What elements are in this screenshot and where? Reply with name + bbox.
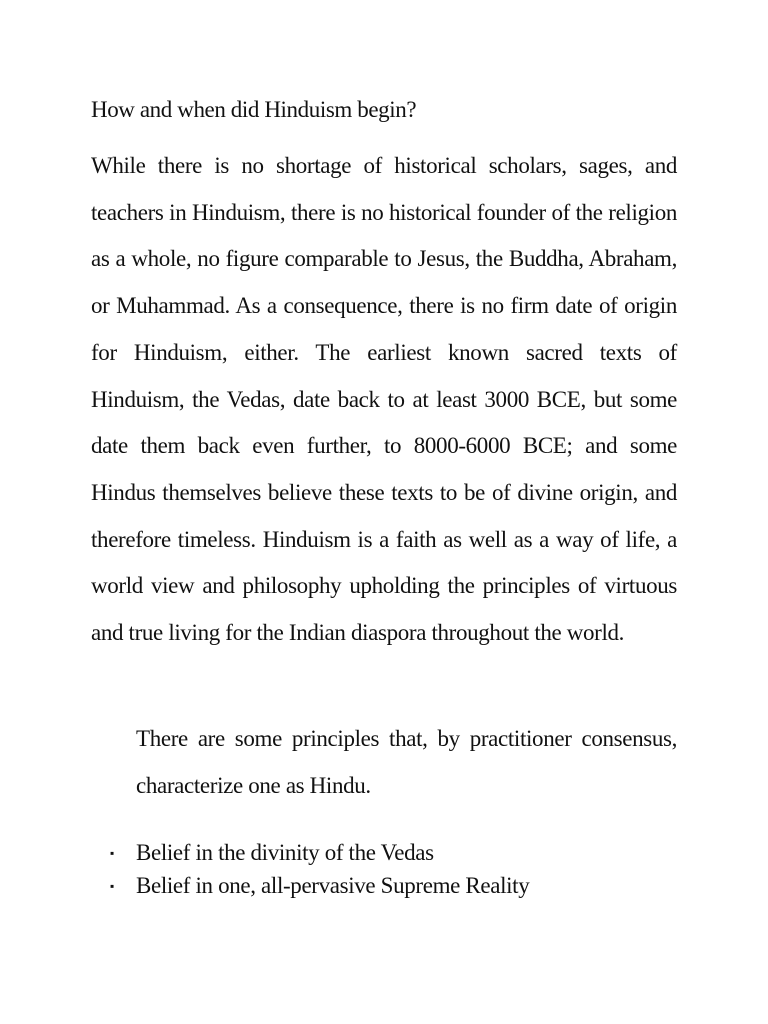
- principles-paragraph: There are some principles that, by practitioner consensus, characterize one as Hindu.: [136, 726, 677, 798]
- document-heading: How and when did Hinduism begin?: [91, 97, 417, 122]
- list-item-text: Belief in the divinity of the Vedas: [136, 840, 434, 865]
- square-bullet-icon: ▪: [110, 879, 114, 893]
- list-item: [110, 836, 529, 869]
- principles-list: [110, 836, 529, 902]
- square-bullet-icon: ▪: [110, 846, 114, 860]
- list-item-text: Belief in one, all-pervasive Supreme Reality: [136, 873, 530, 898]
- intro-paragraph: While there is no shortage of historical scholars, sages, and teachers in Hinduism, there is no historical founder of the religion as a whole, no figure comparable to Jesus, the Buddha, Abraham, or Muhammad. As a consequence, there is no firm date of origin for Hinduism, either. The earliest known sacred texts of Hinduism, the Vedas, date back to at least 3000 BCE, but some date them back even further, to 8000-6000 BCE; and some Hindus themselves believe these texts to be of divine origin, and therefore timeless. Hinduism is a faith as well as a way of life, a world view and philosophy upholding the principles of virtuous and true living for the Indian diaspora throughout the world.: [91, 153, 677, 646]
- list-item: [110, 869, 529, 902]
